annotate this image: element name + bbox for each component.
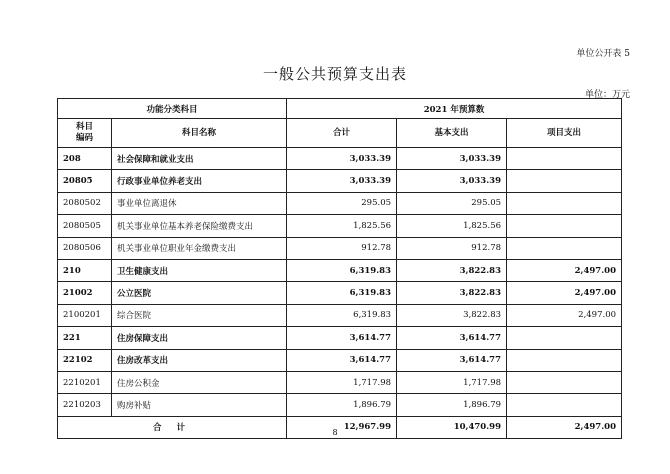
row-name: 住房保障支出 — [112, 327, 287, 349]
row-project — [507, 371, 622, 393]
row-total: 295.05 — [287, 192, 397, 214]
row-project — [507, 192, 622, 214]
row-total: 3,614.77 — [287, 349, 397, 371]
row-code: 20805 — [58, 170, 112, 192]
row-basic: 3,614.77 — [397, 327, 507, 349]
row-name: 机关事业单位基本养老保险缴费支出 — [112, 215, 287, 237]
total-sum: 12,967.99 — [287, 416, 397, 438]
table-row — [58, 371, 622, 393]
row-total: 1,896.79 — [287, 394, 397, 416]
row-total: 6,319.83 — [287, 259, 397, 281]
row-basic: 1,825.56 — [397, 215, 507, 237]
header-code-text: 科目 编码 — [75, 122, 93, 143]
row-basic: 1,717.98 — [397, 371, 507, 393]
row-basic: 3,033.39 — [397, 148, 507, 170]
row-name: 公立医院 — [112, 282, 287, 304]
row-code: 21002 — [58, 282, 112, 304]
header-column-row — [58, 119, 622, 148]
header-function-category: 功能分类科目 — [58, 99, 287, 119]
row-basic: 912.78 — [397, 237, 507, 259]
header-total: 合计 — [287, 119, 397, 148]
header-code — [58, 119, 112, 148]
row-code: 2080506 — [58, 237, 112, 259]
row-name: 行政事业单位养老支出 — [112, 170, 287, 192]
row-basic: 3,822.83 — [397, 304, 507, 326]
header-name: 科目名称 — [112, 119, 287, 148]
row-code: 2080502 — [58, 192, 112, 214]
row-name: 机关事业单位职业年金缴费支出 — [112, 237, 287, 259]
row-name: 卫生健康支出 — [112, 259, 287, 281]
row-code: 2080505 — [58, 215, 112, 237]
header-project: 项目支出 — [507, 119, 622, 148]
table-row — [58, 327, 622, 349]
row-total: 3,614.77 — [287, 327, 397, 349]
unit-label: 单位：万元 — [584, 90, 630, 100]
row-project — [507, 237, 622, 259]
row-project — [507, 170, 622, 192]
row-code: 210 — [58, 259, 112, 281]
row-name: 住房公积金 — [112, 371, 287, 393]
table-row — [58, 192, 622, 214]
row-project: 2,497.00 — [507, 304, 622, 326]
header-group-row — [58, 99, 622, 119]
row-code: 2210201 — [58, 371, 112, 393]
table-row — [58, 215, 622, 237]
page-title: 一般公共预算支出表 — [262, 65, 407, 83]
table-row — [58, 394, 622, 416]
row-name: 社会保障和就业支出 — [112, 148, 287, 170]
row-code: 2100201 — [58, 304, 112, 326]
row-code: 2210203 — [58, 394, 112, 416]
budget-table — [57, 98, 622, 439]
row-project — [507, 327, 622, 349]
row-total: 6,319.83 — [287, 282, 397, 304]
row-basic: 3,822.83 — [397, 282, 507, 304]
row-code: 221 — [58, 327, 112, 349]
total-basic: 10,470.99 — [397, 416, 507, 438]
header-budget-year: 2021 年预算数 — [287, 99, 622, 119]
row-project — [507, 349, 622, 371]
row-total: 3,033.39 — [287, 170, 397, 192]
row-project — [507, 148, 622, 170]
row-project — [507, 215, 622, 237]
page-number: 8 — [332, 428, 338, 437]
row-total: 912.78 — [287, 237, 397, 259]
table-row — [58, 259, 622, 281]
row-total: 1,717.98 — [287, 371, 397, 393]
row-total: 6,319.83 — [287, 304, 397, 326]
table-row — [58, 148, 622, 170]
row-total: 3,033.39 — [287, 148, 397, 170]
row-total: 1,825.56 — [287, 215, 397, 237]
table-row — [58, 170, 622, 192]
row-name: 事业单位离退休 — [112, 192, 287, 214]
row-code: 208 — [58, 148, 112, 170]
row-name: 住房改革支出 — [112, 349, 287, 371]
row-code: 22102 — [58, 349, 112, 371]
row-basic: 3,033.39 — [397, 170, 507, 192]
row-name: 购房补贴 — [112, 394, 287, 416]
page-label: 单位公开表 5 — [576, 49, 630, 59]
header-basic: 基本支出 — [397, 119, 507, 148]
table-row — [58, 282, 622, 304]
row-basic: 3,822.83 — [397, 259, 507, 281]
total-label: 合 计 — [58, 416, 287, 438]
table-body — [58, 148, 622, 439]
row-project: 2,497.00 — [507, 282, 622, 304]
row-name: 综合医院 — [112, 304, 287, 326]
table-row — [58, 349, 622, 371]
row-basic: 295.05 — [397, 192, 507, 214]
row-basic: 3,614.77 — [397, 349, 507, 371]
row-basic: 1,896.79 — [397, 394, 507, 416]
table-row — [58, 304, 622, 326]
row-project — [507, 394, 622, 416]
table-row — [58, 237, 622, 259]
total-project: 2,497.00 — [507, 416, 622, 438]
row-project: 2,497.00 — [507, 259, 622, 281]
